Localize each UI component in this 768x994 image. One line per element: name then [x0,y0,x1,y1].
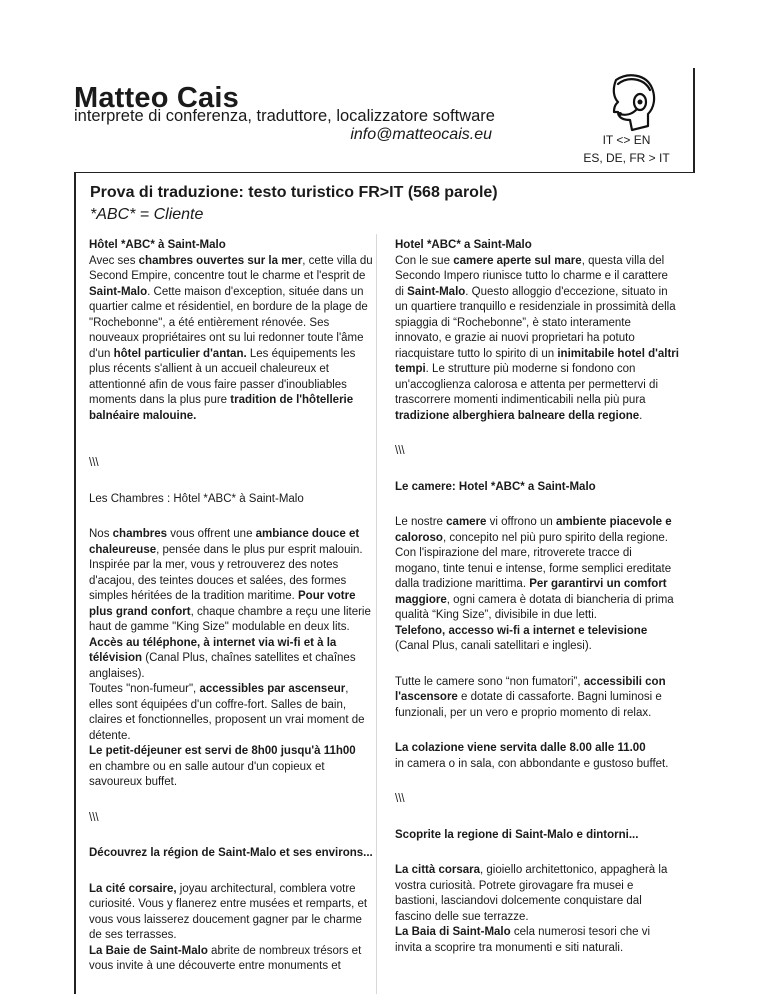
text: in camera o in sala, con abbondante e gustoso buffet. [395,757,669,770]
text-bold: accessibili con l'ascensore [395,675,666,703]
text-bold: Découvrez la région de Saint-Malo et ses environs... [89,847,373,859]
author-name: Matteo Cais [74,82,239,114]
text-bold: La colazione viene servita dalle 8.00 alle 11.00 [395,742,646,754]
text: vous offrent une [167,528,256,540]
translation-paragraph-breakfast [395,741,679,772]
text-bold: hôtel particulier d'antan. [113,347,247,360]
text: vi offrono un [486,516,556,528]
text: Con le sue [395,254,454,267]
text: joyau architectural, comblera votre curiosité. Vous y flanerez entre musées et remparts, et vous vous laisserez doucement gagner par le charme de ses terrasses. [89,882,368,941]
author-subtitle: interprete di conferenza, traduttore, localizzatore software [74,107,495,125]
header-divider-vertical [693,68,695,172]
source-rooms-title: Les Chambres : Hôtel *ABC* à Saint-Malo [89,492,304,505]
text: , questa villa del Secondo Impero riunisce tutto lo charme e il carattere di [395,254,668,298]
text-bold: accessibles par ascenseur [199,683,346,695]
text: cela numerosi tesori che vi invita a scoprire tra monumenti e siti naturali. [395,926,651,954]
text-bold: Pour votre plus grand confort [89,590,356,618]
text: . Questo alloggio d'eccezione, situato in un quartiere tranquillo e residenziale in prossimità della spiaggia di “Rochebonne”, è stato interamente innovato, e grazie ai nuovi proprietari ha potuto riacquistare tutto lo spirito di un [395,285,676,360]
translation-paragraph-region [395,863,679,956]
headset-head-icon [588,70,672,140]
translation-paragraph-intro [395,238,679,424]
translation-separator-2: \\\ [395,793,405,805]
translation-column [395,238,679,956]
text-bold: Saint-Malo [89,285,148,298]
source-separator-2: \\\ [89,811,99,824]
text: en chambre ou en salle autour d'un copieux et savoureux buffet. [89,760,325,788]
text-bold: Scoprite la regione di Saint-Malo e dintorni... [395,828,639,841]
source-paragraph-rooms [89,527,373,791]
text-bold: La città corsara [395,864,481,876]
text-bold: Saint-Malo [407,285,466,298]
text: . Cette maison d'exception, située dans un quartier calme et résidentiel, en bordure de la plage de "Rochebonne", a été entièrement rénovée. Ses nouveaux propriétaires ont su lui redonner toute l'âme d'un [89,285,368,360]
text-bold: camere aperte sul mare [453,254,582,267]
text-bold: camere [446,516,487,528]
header-divider-horizontal [74,172,695,173]
text: Avec ses [89,254,139,267]
text-bold: Accès au téléphone, à internet via wi-fi et à la télévision [89,636,337,664]
text-bold: ambiente piacevole e caloroso [395,516,672,544]
language-pair-2: ES, DE, FR > IT [583,151,670,165]
text: abrite de nombreux trésors et vous invite à une découverte entre monuments et [89,944,362,972]
text: (Canal Plus, canali satellitari e inglesi). [395,640,592,652]
text: (Canal Plus, chaînes satellites et chaînes anglaises). [89,652,356,680]
author-email[interactable]: info@matteocais.eu [350,126,492,143]
text-bold: Le camere: Hotel *ABC* a Saint-Malo [395,480,596,493]
text-bold: La Baia di Saint-Malo [395,926,511,938]
text-bold: ambiance douce et chaleureuse [89,528,360,556]
text: , chaque chambre a reçu une literie haut de gamme "King Size" modulable en deux lits. [89,605,371,633]
text: , elles sont équipées d'un coffre-fort. Salles de bain, claires et fonctionnelles, proposent un vrai moment de détente. [89,683,365,742]
text: , pensée dans le plus pur esprit malouin. Inspirée par la mer, vous y retrouverez des notes d'acajou, des teintes douces et salées, des formes simples héritées de la tradition maritime. [89,543,363,602]
text-bold: inimitabile hotel d'altri tempi [395,347,679,375]
text-bold: chambres ouvertes sur la mer [138,254,303,267]
text: Les équipements les plus récents s'allient à un accueil chaleureux et attentionné afin de vous faire passer d'inoubliables moments dans la plus pure [89,347,356,406]
client-note: *ABC* = Cliente [90,206,204,223]
text: Tutte le camere sono “non fumatori”, [395,675,584,688]
source-paragraph-intro [89,238,373,424]
source-paragraph-region [89,882,373,975]
translation-paragraph-rooms-2 [395,675,679,722]
text-bold: tradition de l'hôtellerie balnéaire malouine. [89,394,354,422]
text-bold: Per garantirvi un comfort maggiore [395,578,667,606]
language-pair-1: IT <> EN [602,133,651,147]
text: , cette villa du Second Empire, concentre tout le charme et l'esprit de [89,254,373,282]
translation-region-title [395,828,679,844]
translation-paragraph-rooms [395,515,679,655]
text: . Le strutture più moderne si fondono con un'accoglienza calorosa e attenta per permettervi di trascorrere momenti indimenticabili nella più pura [395,363,659,406]
text: Nos [89,528,113,540]
text: , concepito nel più puro spirito della regione. Con l'ispirazione del mare, ritroverete tracce di mogano, tinte tenui e intense, forme semplici ereditate dalla tradizione marittima. [395,531,672,590]
source-separator-1: \\\ [89,457,99,469]
text: . [639,409,643,422]
text-bold: La Baie de Saint-Malo [89,944,208,957]
text: , ogni camera è dotata di biancheria di prima qualità “King Size”, divisibile in due letti. [395,593,674,621]
text-bold: La cité corsaire, [89,882,177,895]
translation-hotel-title: Hotel *ABC* a Saint-Malo [395,239,532,251]
text-bold: chambres [112,528,167,540]
source-column [89,238,373,975]
document-title: Prova di traduzione: testo turistico FR>IT (568 parole) [90,184,498,201]
text: , gioiello architettonico, appagherà la vostra curiosità. Potrete girovagare fra musei e bastioni, lasciandovi dolcemente conquistare dal fascino delle sue terrazze. [395,864,668,923]
text-bold: tradizione alberghiera balneare della regione [395,409,640,422]
translation-separator-1: \\\ [395,445,405,457]
text-bold: Le petit-déjeuner est servi de 8h00 jusqu'à 11h00 [89,745,356,757]
text: e dotate di cassaforte. Bagni luminosi e funzionali, per un vero e proprio momento di relax. [395,691,662,719]
source-region-title [89,846,373,862]
text-bold: Telefono, accesso wi-fi a internet e televisione [395,624,648,637]
translation-rooms-title [395,480,679,496]
source-hotel-title: Hôtel *ABC* à Saint-Malo [89,239,226,251]
column-divider [376,234,377,994]
text: Le nostre [395,516,447,528]
page-border-left [74,172,76,994]
text: Toutes "non-fumeur", [89,683,200,695]
